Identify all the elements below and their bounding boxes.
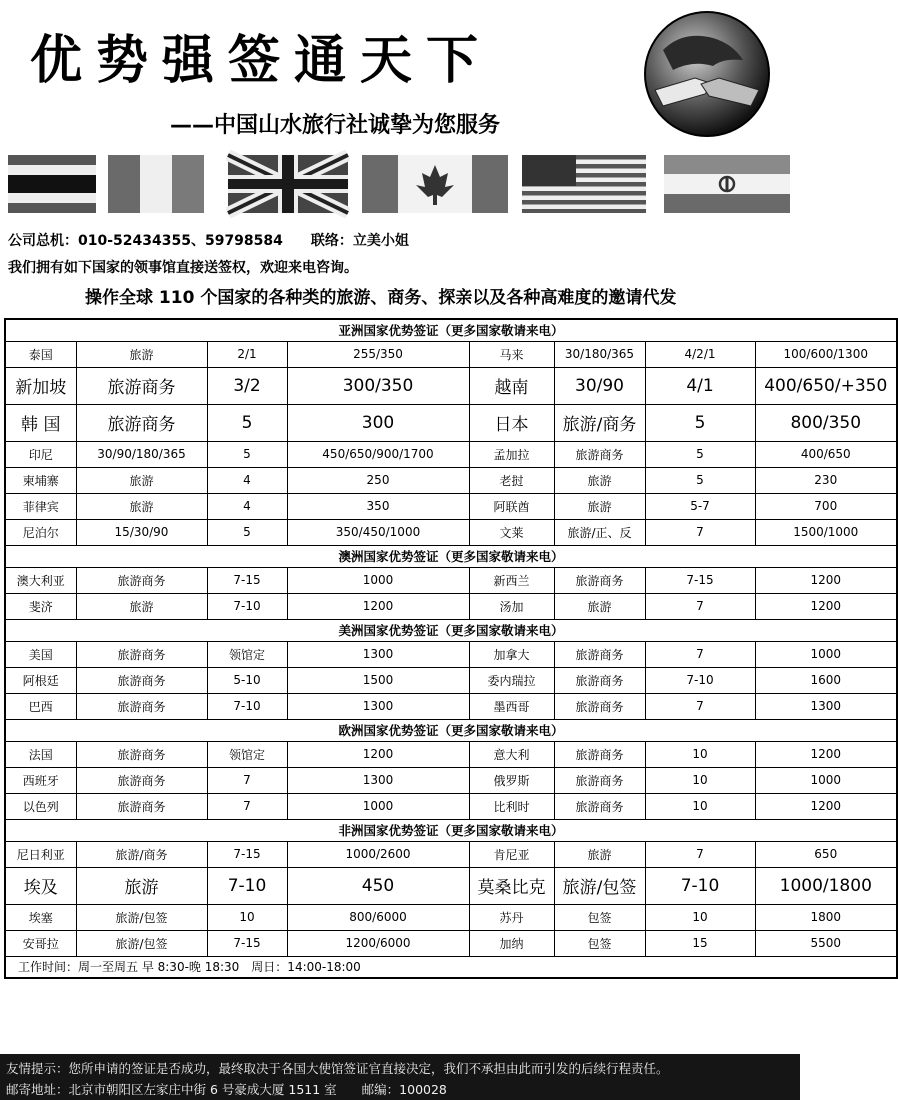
table-cell: 1200 — [755, 593, 897, 619]
table-cell: 旅游商务 — [76, 667, 207, 693]
work-hours-row — [5, 956, 897, 978]
table-cell: 孟加拉 — [469, 441, 554, 467]
table-cell: 旅游/商务 — [76, 841, 207, 867]
table-cell: 1000 — [287, 567, 469, 593]
table-row — [5, 641, 897, 667]
table-cell: 老挝 — [469, 467, 554, 493]
table-cell: 5 — [645, 441, 755, 467]
table-row — [5, 930, 897, 956]
footer-address: 邮寄地址：北京市朝阳区左家庄中街 6 号豪成大厦 1511 室 邮编：100028 — [6, 1082, 447, 1097]
flag-strip — [0, 155, 800, 215]
table-cell: 旅游/包签 — [76, 930, 207, 956]
table-cell: 阿根廷 — [5, 667, 76, 693]
table-cell: 7-10 — [645, 667, 755, 693]
table-cell: 越南 — [469, 367, 554, 404]
table-cell: 7 — [645, 841, 755, 867]
table-cell: 1200 — [755, 793, 897, 819]
table-cell: 1200 — [287, 741, 469, 767]
table-cell: 旅游 — [76, 593, 207, 619]
table-cell: 7-15 — [207, 930, 287, 956]
visa-table — [4, 318, 898, 979]
table-cell: 4 — [207, 467, 287, 493]
table-cell: 旅游商务 — [76, 767, 207, 793]
table-cell: 7 — [645, 641, 755, 667]
table-cell: 阿联酋 — [469, 493, 554, 519]
table-cell: 日本 — [469, 404, 554, 441]
iran-flag — [664, 155, 790, 213]
table-cell: 旅游商务 — [76, 741, 207, 767]
usa-flag — [522, 155, 646, 213]
table-cell: 5-10 — [207, 667, 287, 693]
table-cell: 5 — [207, 404, 287, 441]
table-cell: 包签 — [554, 904, 645, 930]
table-cell: 1000/2600 — [287, 841, 469, 867]
table-cell: 旅游商务 — [554, 767, 645, 793]
table-cell: 澳大利亚 — [5, 567, 76, 593]
table-row — [5, 493, 897, 519]
table-cell: 埃及 — [5, 867, 76, 904]
table-cell: 1300 — [287, 641, 469, 667]
table-cell: 旅游商务 — [76, 404, 207, 441]
table-cell: 800/6000 — [287, 904, 469, 930]
table-cell: 1200/6000 — [287, 930, 469, 956]
table-row — [5, 767, 897, 793]
table-cell: 7-10 — [207, 593, 287, 619]
table-cell: 新加坡 — [5, 367, 76, 404]
table-cell: 旅游商务 — [554, 793, 645, 819]
table-cell: 700 — [755, 493, 897, 519]
table-cell: 埃塞 — [5, 904, 76, 930]
table-cell: 250 — [287, 467, 469, 493]
section-header — [5, 319, 897, 341]
table-cell: 7-15 — [207, 567, 287, 593]
table-cell: 30/90 — [554, 367, 645, 404]
table-cell: 7-15 — [645, 567, 755, 593]
italy-flag — [108, 155, 204, 213]
table-cell: 255/350 — [287, 341, 469, 367]
table-cell: 印尼 — [5, 441, 76, 467]
table-cell: 旅游商务 — [76, 641, 207, 667]
table-row — [5, 519, 897, 545]
table-cell: 旅游商务 — [554, 641, 645, 667]
table-cell: 旅游 — [76, 341, 207, 367]
table-cell: 7-15 — [207, 841, 287, 867]
table-cell: 旅游 — [554, 493, 645, 519]
table-cell: 5 — [207, 519, 287, 545]
table-cell: 旅游商务 — [76, 693, 207, 719]
section-title: 美洲国家优势签证（更多国家敬请来电） — [5, 619, 897, 641]
table-cell: 7 — [207, 767, 287, 793]
table-cell: 15/30/90 — [76, 519, 207, 545]
section-header — [5, 545, 897, 567]
work-hours: 工作时间：周一至周五 早 8:30-晚 18:30 周日：14:00-18:00 — [5, 956, 897, 978]
table-cell: 比利时 — [469, 793, 554, 819]
table-cell: 包签 — [554, 930, 645, 956]
uk-flag — [228, 155, 348, 213]
section-title: 欧洲国家优势签证（更多国家敬请来电） — [5, 719, 897, 741]
table-cell: 委内瑞拉 — [469, 667, 554, 693]
table-cell: 1300 — [287, 767, 469, 793]
table-cell: 1200 — [755, 741, 897, 767]
table-row — [5, 341, 897, 367]
table-row — [5, 441, 897, 467]
table-cell: 450/650/900/1700 — [287, 441, 469, 467]
table-cell: 10 — [645, 904, 755, 930]
table-cell: 450 — [287, 867, 469, 904]
table-cell: 旅游商务 — [554, 441, 645, 467]
table-cell: 30/90/180/365 — [76, 441, 207, 467]
table-cell: 1800 — [755, 904, 897, 930]
table-cell: 巴西 — [5, 693, 76, 719]
thailand-flag — [8, 155, 96, 213]
table-cell: 旅游 — [554, 593, 645, 619]
section-header — [5, 719, 897, 741]
table-cell: 旅游商务 — [76, 793, 207, 819]
table-cell: 1600 — [755, 667, 897, 693]
table-cell: 1300 — [287, 693, 469, 719]
table-cell: 7 — [207, 793, 287, 819]
table-cell: 7-10 — [207, 867, 287, 904]
table-row — [5, 404, 897, 441]
table-cell: 韩 国 — [5, 404, 76, 441]
globe-handshake-icon — [643, 10, 771, 138]
table-cell: 肯尼亚 — [469, 841, 554, 867]
table-cell: 1200 — [755, 567, 897, 593]
table-cell: 安哥拉 — [5, 930, 76, 956]
table-cell: 7 — [645, 593, 755, 619]
contact-phone: 公司总机：010-52434355、59798584 联络：立美小姐 — [8, 233, 409, 249]
table-cell: 旅游 — [76, 467, 207, 493]
table-cell: 5 — [645, 467, 755, 493]
table-row — [5, 367, 897, 404]
table-cell: 墨西哥 — [469, 693, 554, 719]
table-cell: 1000 — [287, 793, 469, 819]
table-cell: 100/600/1300 — [755, 341, 897, 367]
table-row — [5, 593, 897, 619]
table-cell: 4 — [207, 493, 287, 519]
table-cell: 俄罗斯 — [469, 767, 554, 793]
table-cell: 意大利 — [469, 741, 554, 767]
table-cell: 法国 — [5, 741, 76, 767]
table-cell: 旅游商务 — [554, 741, 645, 767]
table-cell: 旅游/正、反 — [554, 519, 645, 545]
table-cell: 新西兰 — [469, 567, 554, 593]
section-title: 非洲国家优势签证（更多国家敬请来电） — [5, 819, 897, 841]
footer-notice: 友情提示：您所申请的签证是否成功，最终取决于各国大使馆签证官直接决定，我们不承担由此而引发的后续行程责任。 — [6, 1061, 669, 1076]
table-cell: 800/350 — [755, 404, 897, 441]
table-cell: 1000/1800 — [755, 867, 897, 904]
page-subtitle: ——中国山水旅行社诚挚为您服务 — [170, 113, 501, 138]
table-cell: 旅游 — [554, 841, 645, 867]
table-cell: 旅游/包签 — [554, 867, 645, 904]
section-header — [5, 819, 897, 841]
table-cell: 650 — [755, 841, 897, 867]
table-cell: 文莱 — [469, 519, 554, 545]
table-cell: 4/1 — [645, 367, 755, 404]
table-row — [5, 567, 897, 593]
table-cell: 1000 — [755, 767, 897, 793]
table-cell: 3/2 — [207, 367, 287, 404]
table-cell: 1500 — [287, 667, 469, 693]
table-cell: 苏丹 — [469, 904, 554, 930]
table-cell: 马来 — [469, 341, 554, 367]
table-cell: 15 — [645, 930, 755, 956]
table-cell: 10 — [645, 767, 755, 793]
table-cell: 泰国 — [5, 341, 76, 367]
table-cell: 7 — [645, 693, 755, 719]
table-cell: 5 — [645, 404, 755, 441]
table-cell: 旅游/商务 — [554, 404, 645, 441]
table-cell: 柬埔寨 — [5, 467, 76, 493]
table-cell: 莫桑比克 — [469, 867, 554, 904]
table-cell: 5500 — [755, 930, 897, 956]
table-cell: 领馆定 — [207, 741, 287, 767]
table-cell: 旅游 — [554, 467, 645, 493]
table-cell: 10 — [645, 793, 755, 819]
table-cell: 旅游商务 — [76, 567, 207, 593]
section-title: 澳洲国家优势签证（更多国家敬请来电） — [5, 545, 897, 567]
table-row — [5, 841, 897, 867]
table-cell: 加纳 — [469, 930, 554, 956]
table-row — [5, 867, 897, 904]
table-cell: 旅游商务 — [554, 693, 645, 719]
table-cell: 10 — [207, 904, 287, 930]
table-cell: 尼日利亚 — [5, 841, 76, 867]
table-row — [5, 793, 897, 819]
table-cell: 350/450/1000 — [287, 519, 469, 545]
table-cell: 1000 — [755, 641, 897, 667]
table-cell: 菲律宾 — [5, 493, 76, 519]
table-cell: 旅游/包签 — [76, 904, 207, 930]
table-cell: 7-10 — [207, 693, 287, 719]
table-cell: 400/650 — [755, 441, 897, 467]
table-cell: 2/1 — [207, 341, 287, 367]
table-cell: 5-7 — [645, 493, 755, 519]
table-cell: 7-10 — [645, 867, 755, 904]
table-cell: 230 — [755, 467, 897, 493]
table-row — [5, 693, 897, 719]
table-cell: 旅游商务 — [554, 667, 645, 693]
table-row — [5, 667, 897, 693]
table-cell: 西班牙 — [5, 767, 76, 793]
page-title: 优势强签通天下 — [30, 30, 493, 91]
table-cell: 旅游商务 — [76, 367, 207, 404]
table-cell: 300/350 — [287, 367, 469, 404]
table-cell: 1300 — [755, 693, 897, 719]
table-cell: 尼泊尔 — [5, 519, 76, 545]
section-header — [5, 619, 897, 641]
table-cell: 1200 — [287, 593, 469, 619]
table-cell: 300 — [287, 404, 469, 441]
table-cell: 400/650/+350 — [755, 367, 897, 404]
table-cell: 斐济 — [5, 593, 76, 619]
table-cell: 5 — [207, 441, 287, 467]
table-cell: 30/180/365 — [554, 341, 645, 367]
table-cell: 领馆定 — [207, 641, 287, 667]
table-row — [5, 741, 897, 767]
table-cell: 汤加 — [469, 593, 554, 619]
footer — [0, 1054, 800, 1100]
table-cell: 加拿大 — [469, 641, 554, 667]
service-headline: 操作全球 110 个国家的各种类的旅游、商务、探亲以及各种高难度的邀请代发 — [85, 288, 677, 308]
table-cell: 旅游商务 — [554, 567, 645, 593]
table-cell: 旅游 — [76, 867, 207, 904]
table-cell: 美国 — [5, 641, 76, 667]
table-cell: 旅游 — [76, 493, 207, 519]
contact-note: 我们拥有如下国家的领事馆直接送签权，欢迎来电咨询。 — [8, 260, 358, 276]
table-cell: 1500/1000 — [755, 519, 897, 545]
table-row — [5, 467, 897, 493]
table-cell: 7 — [645, 519, 755, 545]
section-title: 亚洲国家优势签证（更多国家敬请来电） — [5, 319, 897, 341]
table-cell: 4/2/1 — [645, 341, 755, 367]
table-cell: 350 — [287, 493, 469, 519]
table-row — [5, 904, 897, 930]
canada-flag — [362, 155, 508, 213]
table-cell: 以色列 — [5, 793, 76, 819]
table-cell: 10 — [645, 741, 755, 767]
